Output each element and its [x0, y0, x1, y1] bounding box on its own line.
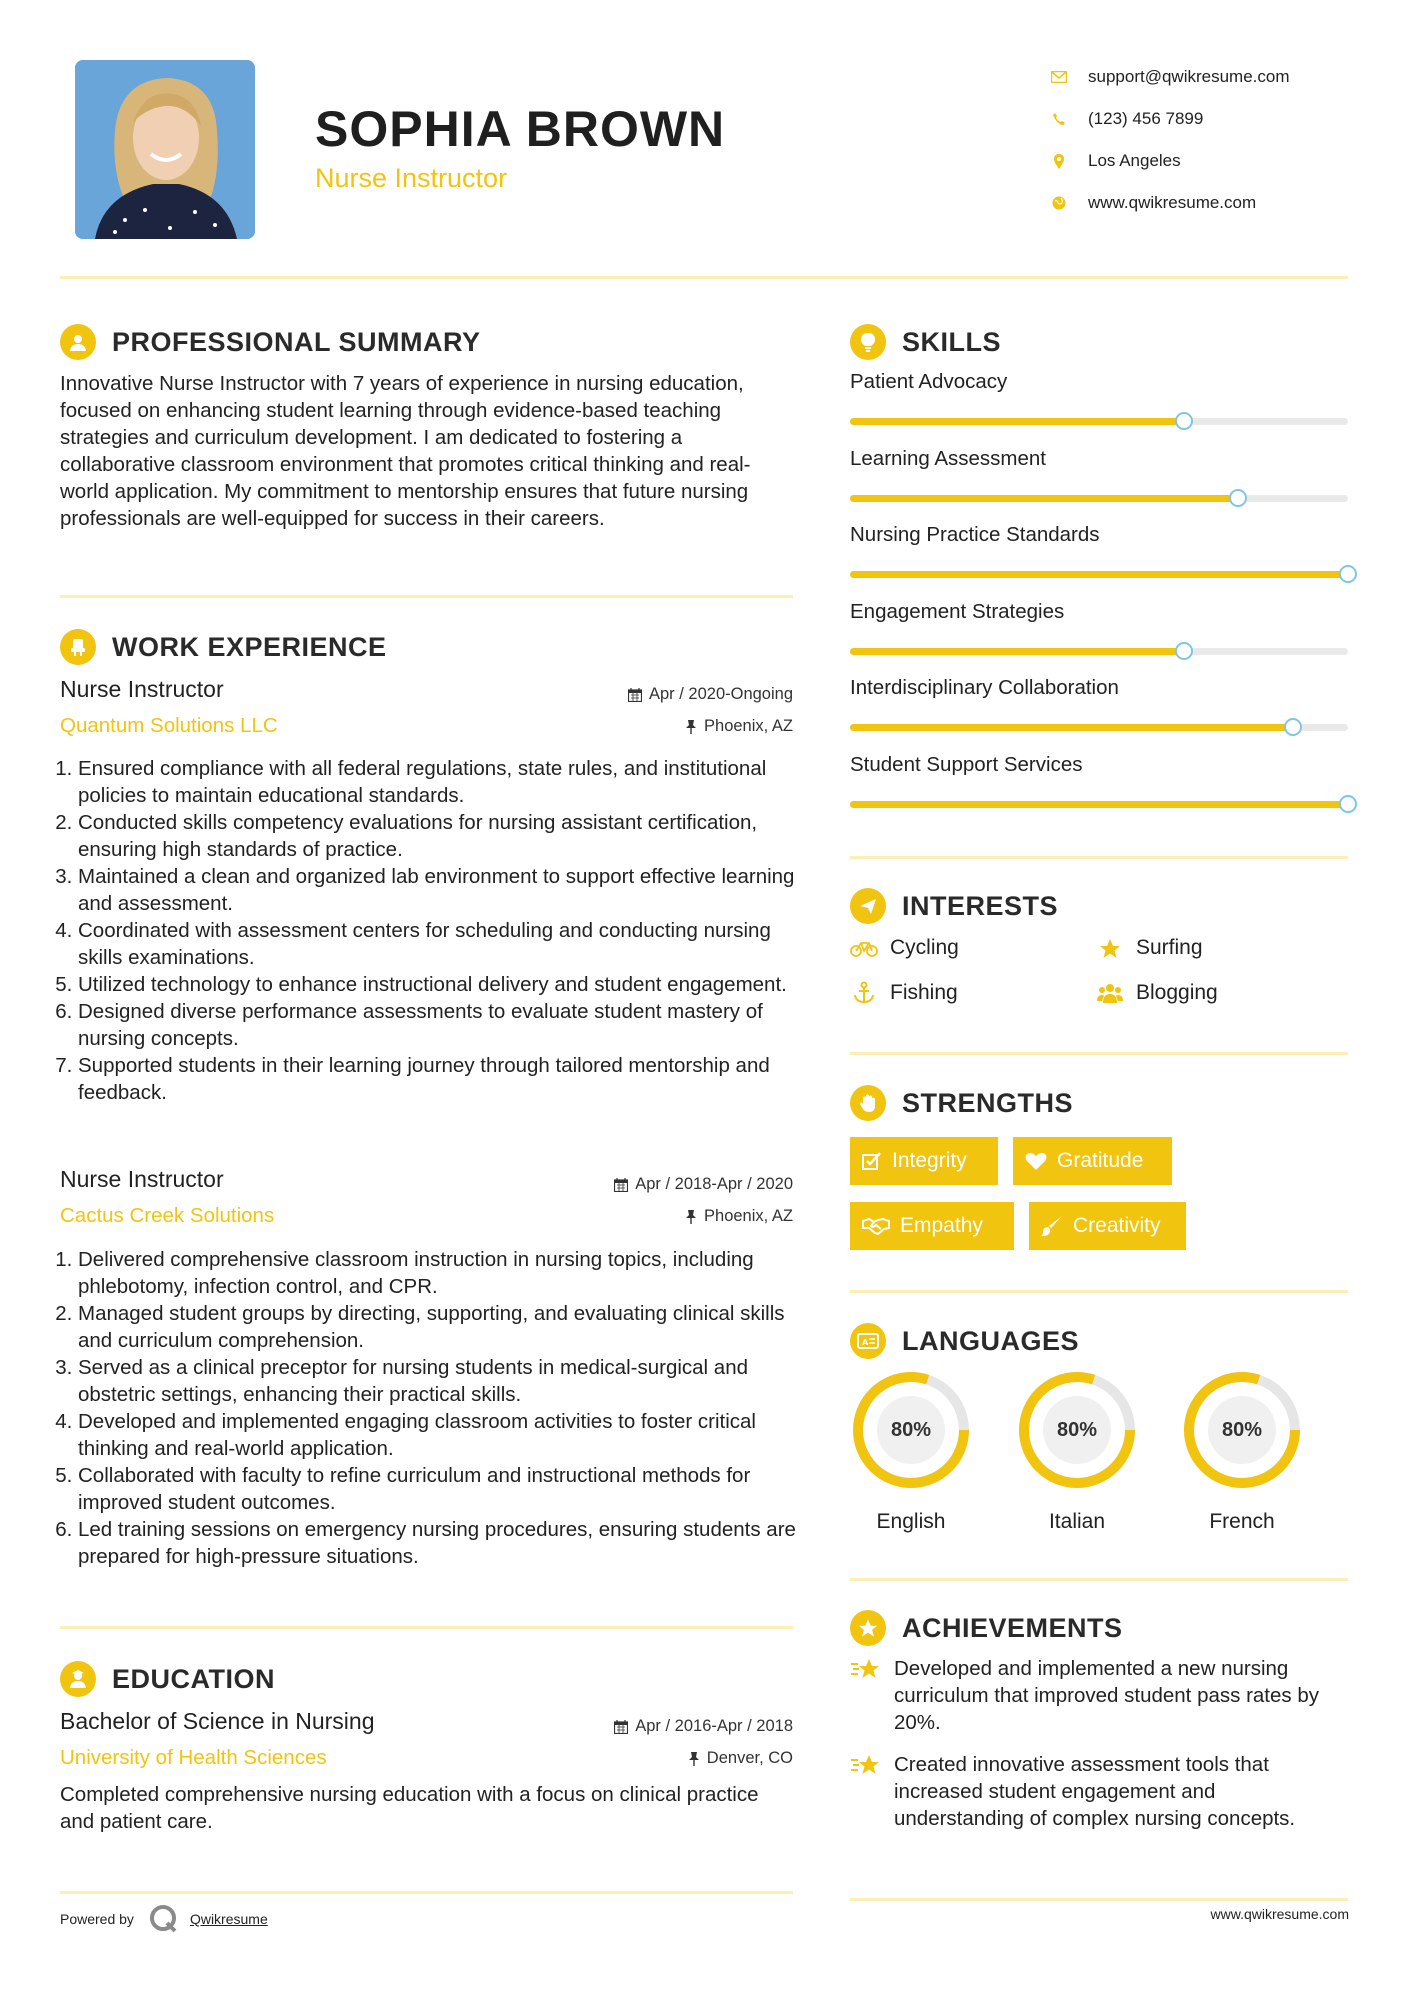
- education-location-text: Denver, CO: [706, 1749, 793, 1767]
- graduate-icon: [60, 1661, 96, 1697]
- list-item: 3. Maintained a clean and organized lab environment to support effective learning and assessment.: [78, 863, 798, 917]
- skill-bar-knob: [1339, 795, 1357, 813]
- skill-name: Nursing Practice Standards: [850, 523, 1100, 546]
- list-item: 2. Conducted skills competency evaluations for nursing assistant certification, ensuring high standards of practice.: [78, 809, 798, 863]
- shooting-star-icon: [850, 1657, 882, 1736]
- achievements-divider: [850, 1898, 1348, 1901]
- checkbox-icon: [862, 1152, 882, 1170]
- degree-title: Bachelor of Science in Nursing: [60, 1708, 375, 1734]
- strength-empathy: [850, 1202, 1014, 1250]
- language-item: [1181, 1369, 1303, 1534]
- skill-bar-knob: [1284, 718, 1302, 736]
- svg-text:A: A: [862, 1338, 869, 1347]
- achievement-text: Created innovative assessment tools that increased student engagement and understanding of complex nursing concepts.: [894, 1753, 1296, 1830]
- interests-heading-text: INTERESTS: [902, 890, 1059, 921]
- header-divider: [60, 276, 1348, 279]
- skill-bar-knob: [1175, 412, 1193, 430]
- education-location: [688, 1749, 793, 1768]
- skill-bar-knob: [1229, 489, 1247, 507]
- job-bullets: [60, 1246, 798, 1570]
- language-card-icon: [850, 1323, 886, 1359]
- calendar-icon: [614, 1178, 628, 1192]
- footer-website[interactable]: www.qwikresume.com: [1210, 1906, 1349, 1922]
- list-item: 1. Ensured compliance with all federal regulations, state rules, and institutional policies to maintain educational standards.: [78, 755, 798, 809]
- contact-phone-text: (123) 456 7899: [1088, 109, 1204, 128]
- job-dates: [628, 685, 793, 704]
- interest-label: Cycling: [890, 936, 959, 959]
- language-percent: 80%: [1221, 1418, 1263, 1441]
- school-name: University of Health Sciences: [60, 1746, 327, 1769]
- interests-heading: [850, 888, 1058, 924]
- strength-creativity: [1029, 1202, 1186, 1250]
- strengths-heading: [850, 1085, 1073, 1121]
- education-header: [60, 1708, 793, 1768]
- phone-icon: [1050, 110, 1068, 128]
- education-divider: [60, 1891, 793, 1894]
- languages-heading: [850, 1323, 1079, 1359]
- paint-brush-icon: [1041, 1215, 1063, 1237]
- list-item: 6. Led training sessions on emergency nursing procedures, ensuring students are prepared for high-pressure situations.: [78, 1516, 798, 1570]
- powered-by: [60, 1903, 268, 1935]
- paper-plane-icon: [850, 888, 886, 924]
- summary-text: Innovative Nurse Instructor with 7 years of experience in nursing education, focused on enhancing student learning through evidence-based teaching strategies and curriculum development. I am dedicated to fostering a collaborative classroom environment that promotes critical thinking and real-world application. My commitment to mentorship ensures that future nursing professionals are well-equipped for success in their careers.: [60, 372, 751, 530]
- achievement-item: [850, 1655, 1350, 1736]
- language-item: [850, 1369, 972, 1534]
- strength-label: Gratitude: [1057, 1149, 1144, 1172]
- summary-heading: [60, 324, 481, 360]
- list-item: 6. Designed diverse performance assessments to evaluate student mastery of nursing concepts.: [78, 998, 798, 1052]
- interest-label: Fishing: [890, 981, 958, 1004]
- candidate-name: SOPHIA BROWN: [315, 101, 726, 157]
- job-location-text: Phoenix, AZ: [704, 1207, 793, 1225]
- contact-list: [1050, 56, 1290, 224]
- list-item: 1. Delivered comprehensive classroom instruction in nursing topics, including phlebotomy, infection control, and CPR.: [78, 1246, 798, 1300]
- shooting-star-icon: [850, 1753, 882, 1832]
- skills-heading: [850, 324, 1001, 360]
- job-dates-text: Apr / 2018-Apr / 2020: [635, 1175, 793, 1193]
- interest-fishing: [850, 981, 958, 1005]
- list-item: 3. Served as a clinical preceptor for nursing students in medical-surgical and obstetric settings, enhancing their practical skills.: [78, 1354, 798, 1408]
- globe-icon: [1050, 194, 1068, 212]
- contact-location-text: Los Angeles: [1088, 151, 1181, 170]
- interest-blogging: [1096, 981, 1218, 1005]
- skills-heading-text: SKILLS: [902, 326, 1002, 357]
- heart-icon: [1025, 1151, 1047, 1171]
- list-item: 5. Utilized technology to enhance instructional delivery and student engagement.: [78, 971, 798, 998]
- skill-bar-knob: [1339, 565, 1357, 583]
- experience-divider: [60, 1626, 793, 1629]
- candidate-role: Nurse Instructor: [315, 163, 508, 193]
- education-dates-text: Apr / 2016-Apr / 2018: [635, 1717, 793, 1735]
- contact-website-text: www.qwikresume.com: [1088, 193, 1257, 212]
- job-dates-text: Apr / 2020-Ongoing: [648, 685, 793, 703]
- skill-bar-fill: [850, 801, 1348, 808]
- job-location: [685, 717, 793, 736]
- achievements-heading: [850, 1610, 1123, 1646]
- experience-heading: [60, 629, 387, 665]
- language-name: Italian: [1048, 1510, 1106, 1533]
- languages-heading-text: LANGUAGES: [902, 1325, 1080, 1356]
- contact-location: [1050, 140, 1290, 182]
- language-name: English: [876, 1510, 946, 1533]
- contact-phone[interactable]: [1050, 98, 1290, 140]
- skill-name: Student Support Services: [850, 752, 1083, 776]
- summary-heading-text: PROFESSIONAL SUMMARY: [112, 326, 481, 357]
- job-title: Nurse Instructor: [60, 1166, 224, 1192]
- strength-label: Creativity: [1073, 1214, 1161, 1237]
- interest-label: Surfing: [1136, 936, 1203, 959]
- briefcase-icon: [60, 629, 96, 665]
- list-item: 7. Supported students in their learning journey through tailored mentorship and feedback.: [78, 1052, 798, 1106]
- education-heading: [60, 1661, 275, 1697]
- hand-icon: [850, 1085, 886, 1121]
- lightbulb-icon: [850, 324, 886, 360]
- skill-name: Learning Assessment: [850, 446, 1047, 470]
- achievement-item: [850, 1751, 1350, 1832]
- envelope-icon: [1050, 68, 1068, 86]
- education-dates: [614, 1717, 793, 1736]
- profile-photo: [75, 60, 255, 239]
- summary-divider: [60, 595, 793, 598]
- language-percent: 80%: [890, 1418, 932, 1441]
- skill-bar-fill: [850, 724, 1293, 731]
- skill-bar-fill: [850, 418, 1184, 425]
- skill-bar-fill: [850, 571, 1348, 578]
- job-location: [685, 1207, 793, 1226]
- anchor-icon: [850, 981, 878, 1005]
- strength-label: Integrity: [892, 1149, 967, 1172]
- language-name: French: [1209, 1510, 1275, 1533]
- job-bullets: [60, 755, 798, 1106]
- language-percent: 80%: [1056, 1418, 1098, 1441]
- user-icon: [60, 324, 96, 360]
- education-description: Completed comprehensive nursing education with a focus on clinical practice and patient care.: [60, 1783, 759, 1833]
- calendar-icon: [628, 688, 642, 702]
- skill-bar-fill: [850, 495, 1238, 502]
- skills-divider: [850, 856, 1348, 859]
- interest-label: Blogging: [1136, 981, 1218, 1004]
- achievement-text: Developed and implemented a new nursing curriculum that improved student pass rates by 20%.: [894, 1657, 1319, 1734]
- job-dates: [614, 1175, 793, 1194]
- star-badge-icon: [850, 1610, 886, 1646]
- contact-website[interactable]: [1050, 182, 1290, 224]
- handshake-icon: [862, 1217, 890, 1235]
- qwikresume-logo-icon: [148, 1903, 180, 1935]
- job-header: [60, 676, 793, 736]
- powered-by-text: Powered by: [60, 1911, 134, 1927]
- list-item: 4. Coordinated with assessment centers for scheduling and conducting nursing skills examinations.: [78, 917, 798, 971]
- skill-name: Patient Advocacy: [850, 370, 1008, 393]
- contact-email[interactable]: [1050, 56, 1290, 98]
- pushpin-icon: [685, 720, 697, 734]
- job-header: [60, 1166, 793, 1226]
- skill-name: Interdisciplinary Collaboration: [850, 676, 1119, 699]
- job-company: Quantum Solutions LLC: [60, 714, 278, 737]
- list-item: 4. Developed and implemented engaging classroom activities to foster critical thinking and real-world application.: [78, 1408, 798, 1462]
- skill-bar-fill: [850, 648, 1184, 655]
- job-location-text: Phoenix, AZ: [704, 717, 793, 735]
- language-item: [1016, 1369, 1138, 1534]
- strengths-divider: [850, 1290, 1348, 1293]
- job-title: Nurse Instructor: [60, 676, 224, 702]
- job-company: Cactus Creek Solutions: [60, 1204, 275, 1227]
- users-icon: [1096, 981, 1124, 1005]
- qwikresume-link[interactable]: Qwikresume: [189, 1911, 268, 1927]
- star-icon: [1096, 936, 1124, 960]
- interest-surfing: [1096, 936, 1203, 960]
- skill-name: Engagement Strategies: [850, 599, 1065, 623]
- map-pin-icon: [1050, 152, 1068, 170]
- interest-cycling: [850, 936, 959, 960]
- education-heading-text: EDUCATION: [112, 1663, 275, 1694]
- strength-integrity: [850, 1137, 998, 1185]
- bicycle-icon: [850, 936, 878, 960]
- list-item: 2. Managed student groups by directing, supporting, and evaluating clinical skills and curriculum comprehension.: [78, 1300, 798, 1354]
- interests-divider: [850, 1052, 1348, 1055]
- strengths-heading-text: STRENGTHS: [902, 1087, 1074, 1118]
- strength-label: Empathy: [900, 1214, 983, 1237]
- achievements-heading-text: ACHIEVEMENTS: [902, 1612, 1123, 1643]
- pushpin-icon: [688, 1752, 700, 1766]
- pushpin-icon: [685, 1210, 697, 1224]
- strength-gratitude: [1013, 1137, 1172, 1185]
- list-item: 5. Collaborated with faculty to refine curriculum and instructional methods for improved student outcomes.: [78, 1462, 798, 1516]
- skill-bar-knob: [1175, 642, 1193, 660]
- languages-divider: [850, 1578, 1348, 1581]
- contact-email-text: support@qwikresume.com: [1088, 67, 1290, 86]
- experience-heading-text: WORK EXPERIENCE: [112, 631, 387, 662]
- calendar-icon: [614, 1720, 628, 1734]
